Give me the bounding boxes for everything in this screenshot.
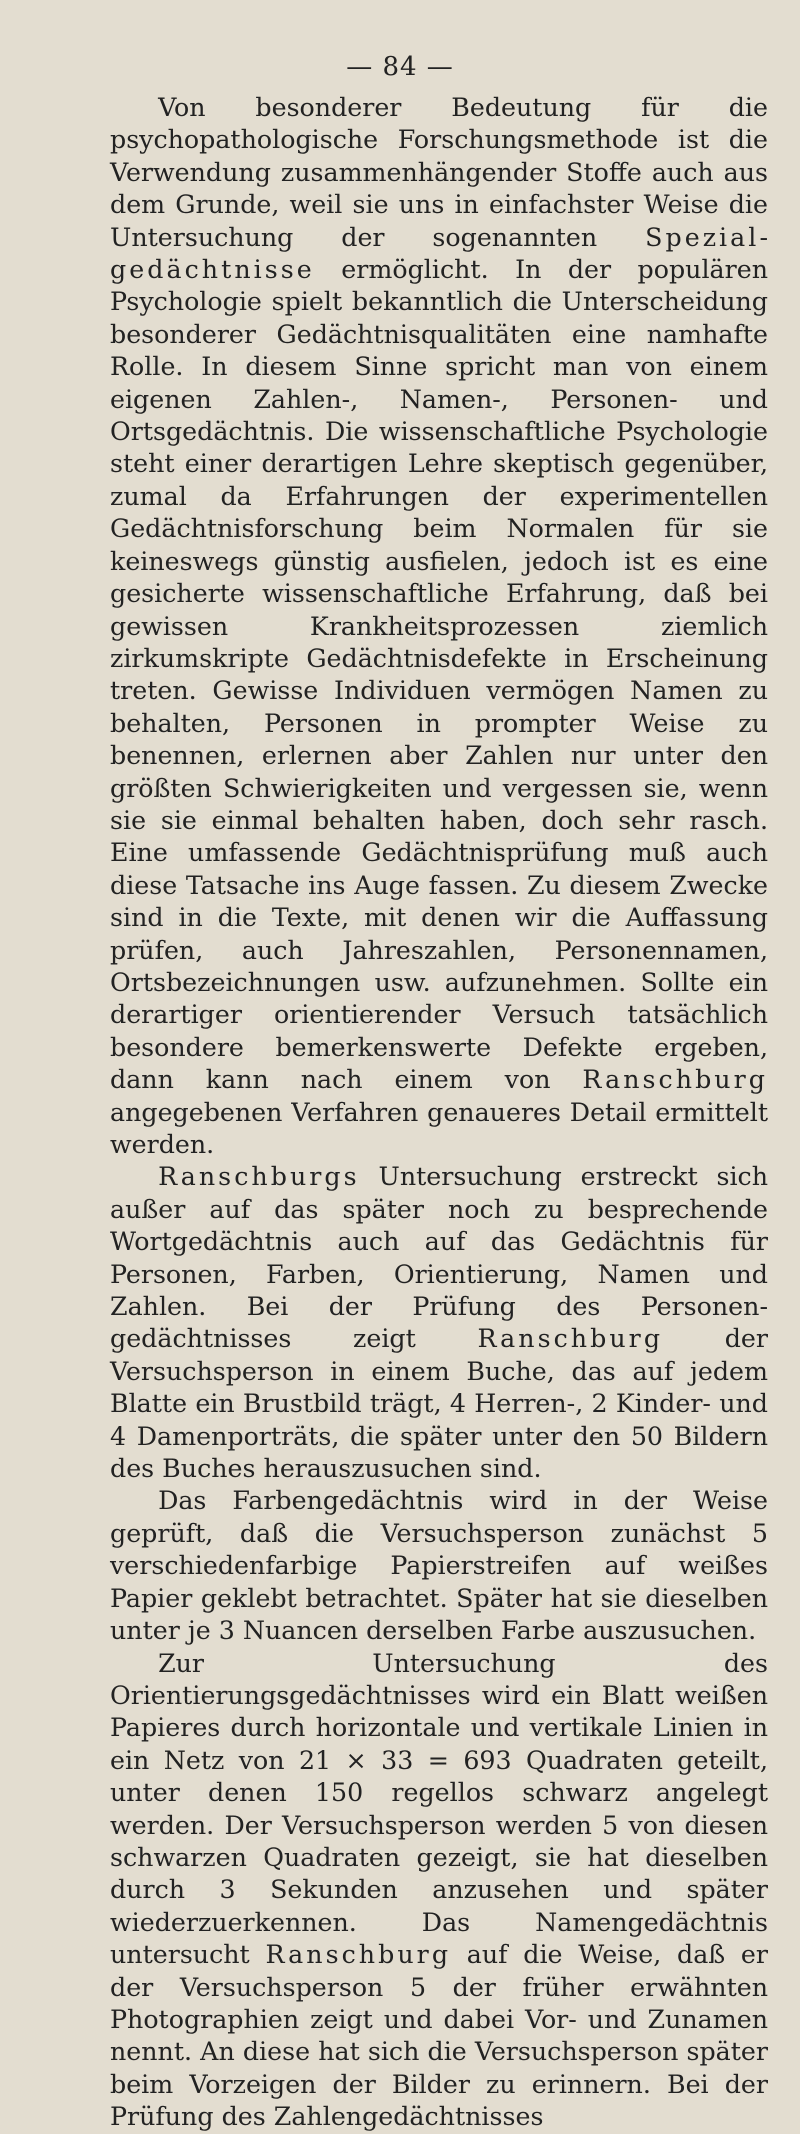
paragraph: [110, 1485, 768, 1647]
spaced-term: Ranschburgs: [158, 1162, 360, 1192]
spaced-term: Ranschburg: [477, 1324, 664, 1354]
text-run: Das Farbengedächtnis wird in der Weise geprüft, daß die Versuchsperson zunächst 5 verschiedenfarbige Papierstreifen auf weißes Papier geklebt betrachtet. Später hat sie dieselben unter je 3 Nuancen derselben Farbe auszusuchen.: [110, 1486, 768, 1646]
text-run: ermöglicht. In der populären Psychologie spielt bekanntlich die Unterscheidung besonderer Gedächtnisqualitäten eine namhafte Rolle. In diesem Sinne spricht man von einem eigenen Zahlen-, Namen-, Personen- und Ortsgedächtnis. Die wissenschaftliche Psychologie steht einer derartigen Lehre skeptisch gegenüber, zumal da Erfahrungen der experimentellen Gedächtnisforschung beim Normalen für sie keineswegs günstig ausfielen, jedoch ist es eine gesicherte wissenschaftliche Erfahrung, daß bei gewissen Krankheitsprozessen ziemlich zirkumskripte Gedächtnisdefekte in Erscheinung treten. Gewisse Individuen vermögen Namen zu behalten, Personen in prompter Weise zu benennen, erlernen aber Zahlen nur unter den größten Schwierigkeiten und vergessen sie, wenn sie sie einmal behalten haben, doch sehr rasch. Eine umfassende Gedächtnisprüfung muß auch diese Tatsache ins Auge fassen. Zu diesem Zwecke sind in die Texte, mit denen wir die Auffassung prüfen, auch Jahreszahlen, Personennamen, Ortsbezeichnungen usw. aufzunehmen. Sollte ein derartiger orientierender Versuch tatsächlich besondere bemerkenswerte Defekte ergeben, dann kann nach einem von: [110, 255, 768, 1095]
text-run: angegebenen Verfahren genaueres Detail ermittelt werden.: [110, 1097, 768, 1159]
page-number: — 84 —: [346, 52, 454, 82]
text-run: auf die Weise, daß er der Versuchsperson 5 der früher erwähnten Photographien zeigt und dabei Vor- und Zunamen nennt. An diese hat sich die Versuchsperson später beim Vorzeigen der Bilder zu erinnern. Bei der Prüfung des Zahlengedächtnisses: [110, 1940, 768, 2132]
paragraph: [110, 1161, 768, 1485]
paragraph: [110, 92, 768, 1161]
text-run: Zur Untersuchung des Orientierungsgedächtnisses wird ein Blatt weißen Papieres durch horizontale und vertikale Linien in ein Netz von 21 × 33 = 693 Quadraten geteilt, unter denen 150 regellos schwarz angelegt werden. Der Versuchsperson werden 5 von diesen schwarzen Quadraten gezeigt, sie hat dieselben durch 3 Sekunden anzusehen und später wiederzuerkennen. Das Namengedächtnis untersucht: [110, 1648, 768, 1970]
spaced-term: Spezialgedächtnisse: [110, 222, 768, 285]
body-text: [110, 92, 768, 2134]
spaced-term: Ranschburg: [582, 1065, 768, 1095]
text-run: Von besonderer Bedeutung für die psychopathologische Forschungsmethode ist die Verwendung zusammenhängender Stoffe auch aus dem Grunde, weil sie uns in einfachster Weise die Untersuchung der sogenannten: [110, 93, 768, 252]
text-run: Untersuchung erstreckt sich außer auf das später noch zu besprechende Wortgedächtnis auch auf das Gedächtnis für Personen, Farben, Orientierung, Namen und Zahlen. Bei der Prüfung des Personengedächtnisses zeigt: [110, 1162, 768, 1354]
text-run: der Versuchsperson in einem Buche, das auf jedem Blatte ein Brustbild trägt, 4 Herren-, 2 Kinder- und 4 Damenporträts, die später unter den 50 Bildern des Buches herauszusuchen sind.: [110, 1324, 768, 1484]
paragraph: [110, 1648, 768, 2134]
spaced-term: Ranschburg: [265, 1940, 452, 1970]
